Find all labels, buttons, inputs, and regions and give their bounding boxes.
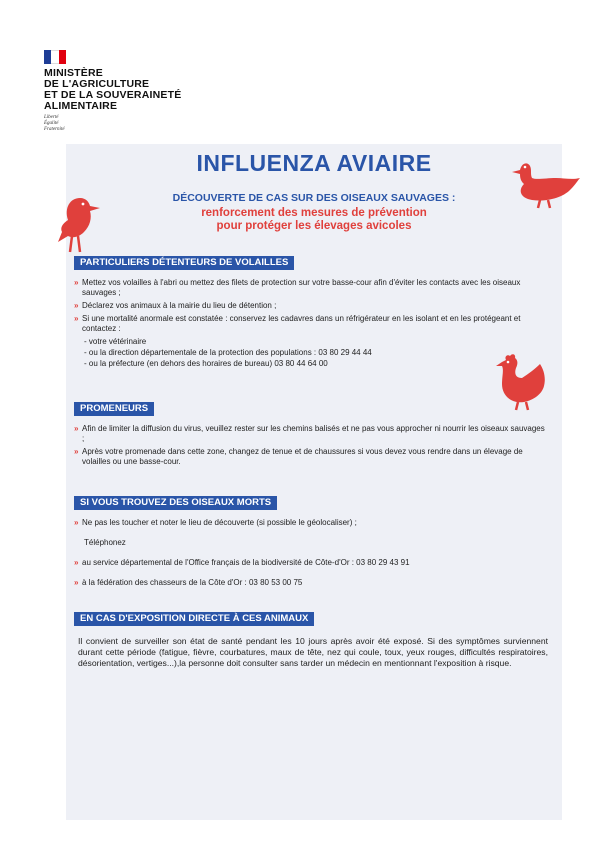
list-item: » Si une mortalité anormale est constatée : conservez les cadavres dans un réfrigérateur en les isolant et en les protégeant et contactez : xyxy=(74,314,538,334)
section-heading-exposition: EN CAS D'EXPOSITION DIRECTE À CES ANIMAUX xyxy=(74,612,314,626)
list-item: » au service départemental de l'Office français de la biodiversité de Côte-d'Or : 03 80 29 43 91 xyxy=(74,558,548,568)
list-item: » à la fédération des chasseurs de la Côte d'Or : 03 80 53 00 75 xyxy=(74,578,548,588)
seagull-icon xyxy=(54,186,110,256)
contact-line: - ou la préfecture (en dehors des horaires de bureau) 03 80 44 64 00 xyxy=(84,359,328,368)
ministry-line: MINISTÈRE xyxy=(44,67,103,79)
motto-line: Liberté xyxy=(44,115,59,120)
flag-white-stripe xyxy=(51,50,58,64)
contact-line: - votre vétérinaire xyxy=(84,337,147,346)
exposure-paragraph: Il convient de surveiller son état de santé pendant les 10 jours après avoir été exposé. Si des symptômes surviennent durant cette période (fatigue, fièvre, courbatures, maux de tête, nez qui coule, toux, yeux rouges, difficultés respiratoires, désorientation, vertiges...),la personne doit consulter sans tarder un médecin en mentionnant l'exposition à risque. xyxy=(78,636,548,668)
list-item: » Après votre promenade dans cette zone, changez de tenue et de chaussures si vous devez vous rendre dans un élevage de volailles ou une basse-cour. xyxy=(74,447,548,467)
section-body-oiseaux-morts xyxy=(74,518,548,598)
poster-title: INFLUENZA AVIAIRE xyxy=(196,150,432,176)
poster-panel xyxy=(66,144,562,820)
ministry-name xyxy=(44,68,181,112)
marianne-flag-icon xyxy=(44,50,66,64)
phone-label: Téléphonez xyxy=(84,538,126,547)
ministry-line: ALIMENTAIRE xyxy=(44,100,118,112)
poster-subtitle-2 xyxy=(106,207,522,233)
ministry-header xyxy=(44,50,181,133)
motto-line: Fraternité xyxy=(44,127,65,132)
ministry-line: DE L'AGRICULTURE xyxy=(44,78,150,90)
section-body-promeneurs xyxy=(74,424,548,470)
flag-blue-stripe xyxy=(44,50,51,64)
subtitle-line: pour protéger les élevages avicoles xyxy=(216,220,412,232)
contact-line: - ou la direction départementale de la protection des populations : 03 80 29 44 44 xyxy=(84,348,372,357)
list-item: » Afin de limiter la diffusion du virus, veuillez rester sur les chemins balisés et ne pas vous approcher ni nourrir les oiseaux sauvages ; xyxy=(74,424,548,444)
list-item: » Déclarez vos animaux à la mairie du lieu de détention ; xyxy=(74,301,538,311)
section-heading-detenteurs: PARTICULIERS DÉTENTEURS DE VOLAILLES xyxy=(74,256,294,270)
section-heading-oiseaux-morts: SI VOUS TROUVEZ DES OISEAUX MORTS xyxy=(74,496,277,510)
section-body-detenteurs xyxy=(74,278,538,370)
list-item: » Ne pas les toucher et noter le lieu de découverte (si possible le géolocaliser) ; xyxy=(74,518,548,528)
list-item: » Mettez vos volailles à l'abri ou mettez des filets de protection sur votre basse-cour afin d'éviter les contacts avec les oiseaux sauvages ; xyxy=(74,278,538,298)
poster-subtitle: DÉCOUVERTE DE CAS SUR DES OISEAUX SAUVAGES : xyxy=(172,192,456,204)
subtitle-line: renforcement des mesures de prévention xyxy=(201,207,427,219)
ministry-line: ET DE LA SOUVERAINETÉ xyxy=(44,89,182,101)
motto-line: Égalité xyxy=(44,121,59,126)
flag-red-stripe xyxy=(59,50,66,64)
republic-motto xyxy=(44,115,181,133)
section-heading-promeneurs: PROMENEURS xyxy=(74,402,154,416)
